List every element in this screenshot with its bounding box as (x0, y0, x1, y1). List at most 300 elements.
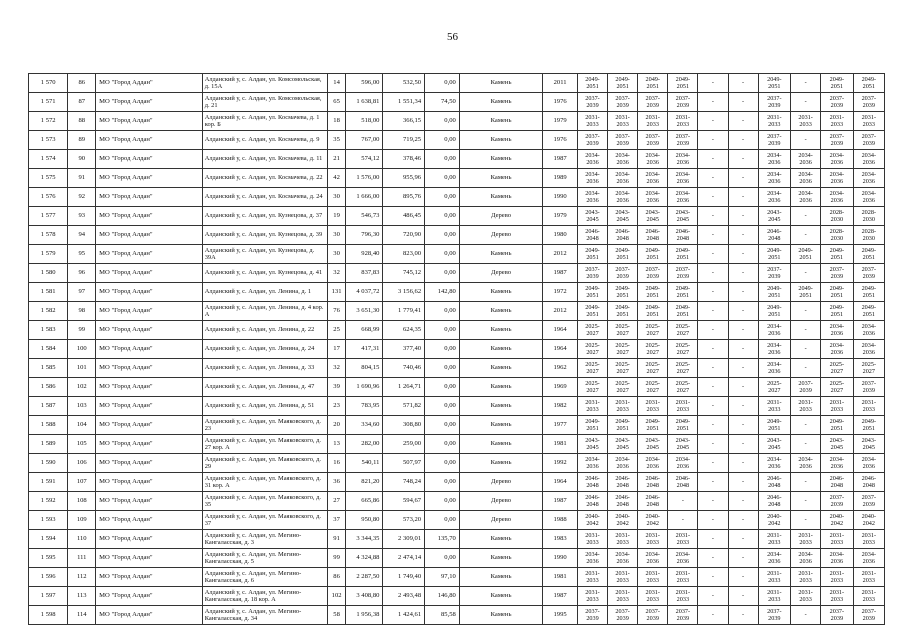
period-cell: 2031- 2033 (853, 397, 884, 416)
wall-material-cell: Камень (459, 587, 542, 606)
period-cell: 2049- 2051 (758, 416, 790, 435)
area-living-cell: 2 474,14 (383, 549, 425, 568)
wall-material-cell: Дерево (459, 207, 542, 226)
period-cell: 2049- 2051 (853, 245, 884, 264)
build-year-cell: 1990 (543, 549, 578, 568)
area-living-cell: 259,00 (383, 435, 425, 454)
count-a-cell: 16 (327, 454, 346, 473)
address-cell: Алданский у, с. Алдан, ул. Космачева, д. 1 кор. Б (202, 112, 327, 131)
period-cell: 2034- 2036 (821, 169, 853, 188)
area-other-cell: 74,50 (425, 93, 460, 112)
period-cell: 2043- 2045 (638, 435, 668, 454)
period-cell: 2037- 2039 (577, 131, 607, 150)
wall-material-cell: Камень (459, 340, 542, 359)
area-living-cell: 366,15 (383, 112, 425, 131)
period-cell: - (698, 112, 728, 131)
period-cell: 2031- 2033 (638, 112, 668, 131)
period-cell: 2046- 2048 (608, 492, 638, 511)
period-cell: 2037- 2039 (668, 131, 698, 150)
area-total-cell: 3 344,35 (346, 530, 383, 549)
period-cell: 2037- 2039 (608, 606, 638, 625)
build-year-cell: 1992 (543, 454, 578, 473)
area-other-cell: 0,00 (425, 378, 460, 397)
period-cell: 2034- 2036 (638, 169, 668, 188)
period-cell: 2037- 2039 (758, 131, 790, 150)
table-row (29, 302, 885, 321)
period-cell: - (728, 264, 758, 283)
row-number-cell: 1 581 (29, 283, 68, 302)
period-cell: 2031- 2033 (791, 397, 821, 416)
row-index-cell: 98 (68, 302, 96, 321)
period-cell: 2034- 2036 (638, 150, 668, 169)
build-year-cell: 1988 (543, 511, 578, 530)
wall-material-cell: Камень (459, 454, 542, 473)
count-a-cell: 18 (327, 112, 346, 131)
period-cell: 2034- 2036 (821, 340, 853, 359)
period-cell: 2025- 2027 (638, 321, 668, 340)
period-cell: - (698, 169, 728, 188)
period-cell: - (791, 93, 821, 112)
area-total-cell: 837,83 (346, 264, 383, 283)
address-cell: Алданский у, с. Алдан, ул. Космачева, д. 24 (202, 188, 327, 207)
period-cell: 2037- 2039 (608, 93, 638, 112)
area-total-cell: 783,95 (346, 397, 383, 416)
table-row (29, 245, 885, 264)
row-number-cell: 1 587 (29, 397, 68, 416)
build-year-cell: 1972 (543, 283, 578, 302)
period-cell: 2025- 2027 (577, 378, 607, 397)
period-cell: - (728, 93, 758, 112)
area-other-cell: 0,00 (425, 340, 460, 359)
municipality-cell: МО "Город Аддан" (96, 74, 203, 93)
address-cell: Алданский у, с. Алдан, ул. Ленина, д. 1 (202, 283, 327, 302)
period-cell: - (728, 150, 758, 169)
row-index-cell: 103 (68, 397, 96, 416)
period-cell: 2031- 2033 (608, 568, 638, 587)
address-cell: Алданский у, с. Алдан, ул. Кузнецова, д. 39А (202, 245, 327, 264)
period-cell: - (698, 568, 728, 587)
period-cell: 2037- 2039 (577, 606, 607, 625)
area-total-cell: 950,80 (346, 511, 383, 530)
count-a-cell: 14 (327, 74, 346, 93)
period-cell: - (698, 511, 728, 530)
area-other-cell: 0,00 (425, 131, 460, 150)
period-cell: 2046- 2048 (668, 226, 698, 245)
area-other-cell: 0,00 (425, 321, 460, 340)
period-cell: 2043- 2045 (638, 207, 668, 226)
period-cell: - (791, 416, 821, 435)
period-cell: 2037- 2039 (853, 264, 884, 283)
row-number-cell: 1 593 (29, 511, 68, 530)
period-cell: 2025- 2027 (638, 359, 668, 378)
area-total-cell: 3 651,30 (346, 302, 383, 321)
area-other-cell: 0,00 (425, 150, 460, 169)
build-year-cell: 1964 (543, 473, 578, 492)
municipality-cell: МО "Город Алдан" (96, 435, 203, 454)
period-cell: - (698, 359, 728, 378)
period-cell: - (728, 606, 758, 625)
municipality-cell: МО "Город Алдан" (96, 302, 203, 321)
address-cell: Алданский у, с. Алдан, ул. Маяковского, д. 31 кор. А (202, 473, 327, 492)
period-cell: 2025- 2027 (638, 340, 668, 359)
row-index-cell: 104 (68, 416, 96, 435)
row-number-cell: 1 577 (29, 207, 68, 226)
area-total-cell: 540,11 (346, 454, 383, 473)
period-cell: - (698, 492, 728, 511)
row-number-cell: 1 586 (29, 378, 68, 397)
area-other-cell: 146,80 (425, 587, 460, 606)
period-cell: 2049- 2051 (608, 74, 638, 93)
table-row (29, 378, 885, 397)
period-cell: 2025- 2027 (577, 321, 607, 340)
build-year-cell: 1981 (543, 435, 578, 454)
period-cell: 2049- 2051 (577, 416, 607, 435)
period-cell: - (791, 131, 821, 150)
period-cell: - (791, 207, 821, 226)
build-year-cell: 1981 (543, 568, 578, 587)
period-cell: 2025- 2027 (577, 359, 607, 378)
period-cell: 2031- 2033 (638, 397, 668, 416)
period-cell: 2031- 2033 (668, 397, 698, 416)
count-a-cell: 65 (327, 93, 346, 112)
period-cell: 2025- 2027 (608, 359, 638, 378)
period-cell: 2043- 2045 (577, 207, 607, 226)
address-cell: Алданский у, с. Алдан, ул. Мегино-Кангаласская, д. 3 (202, 530, 327, 549)
period-cell: 2034- 2036 (821, 454, 853, 473)
period-cell: 2034- 2036 (608, 188, 638, 207)
period-cell: 2031- 2033 (758, 112, 790, 131)
period-cell: 2031- 2033 (577, 587, 607, 606)
row-number-cell: 1 588 (29, 416, 68, 435)
period-cell: 2049- 2051 (821, 302, 853, 321)
area-living-cell: 571,82 (383, 397, 425, 416)
period-cell: - (791, 473, 821, 492)
period-cell: 2049- 2051 (791, 283, 821, 302)
municipality-cell: МО "Город Алдан" (96, 131, 203, 150)
area-other-cell: 0,00 (425, 207, 460, 226)
period-cell: 2037- 2039 (853, 606, 884, 625)
period-cell: 2034- 2036 (758, 340, 790, 359)
period-cell: - (698, 473, 728, 492)
period-cell: 2049- 2051 (668, 245, 698, 264)
period-cell: - (728, 226, 758, 245)
table-row (29, 568, 885, 587)
period-cell: 2025- 2027 (821, 359, 853, 378)
area-total-cell: 334,60 (346, 416, 383, 435)
build-year-cell: 1969 (543, 378, 578, 397)
row-number-cell: 1 597 (29, 587, 68, 606)
table-row (29, 226, 885, 245)
build-year-cell: 1976 (543, 131, 578, 150)
area-other-cell: 85,58 (425, 606, 460, 625)
period-cell: 2040- 2042 (758, 511, 790, 530)
build-year-cell: 1987 (543, 492, 578, 511)
period-cell: 2049- 2051 (638, 302, 668, 321)
period-cell: 2037- 2039 (821, 492, 853, 511)
area-other-cell: 0,00 (425, 359, 460, 378)
area-living-cell: 3 156,62 (383, 283, 425, 302)
area-other-cell: 0,00 (425, 302, 460, 321)
area-living-cell: 955,96 (383, 169, 425, 188)
period-cell: 2049- 2051 (608, 302, 638, 321)
count-a-cell: 76 (327, 302, 346, 321)
count-a-cell: 102 (327, 587, 346, 606)
period-cell: - (791, 226, 821, 245)
row-index-cell: 95 (68, 245, 96, 264)
row-index-cell: 87 (68, 93, 96, 112)
address-cell: Алданский у, с. Алдан, ул. Космачева, д. 11 (202, 150, 327, 169)
area-total-cell: 3 408,80 (346, 587, 383, 606)
area-total-cell: 1 576,00 (346, 169, 383, 188)
period-cell: 2049- 2051 (853, 74, 884, 93)
period-cell: 2034- 2036 (758, 549, 790, 568)
row-number-cell: 1 584 (29, 340, 68, 359)
period-cell: 2028- 2030 (821, 226, 853, 245)
area-other-cell: 0,00 (425, 74, 460, 93)
municipality-cell: МО "Город Алдан" (96, 283, 203, 302)
table-row (29, 321, 885, 340)
period-cell: 2037- 2039 (853, 93, 884, 112)
wall-material-cell: Дерево (459, 511, 542, 530)
area-other-cell: 0,00 (425, 511, 460, 530)
count-a-cell: 27 (327, 492, 346, 511)
build-year-cell: 1987 (543, 264, 578, 283)
wall-material-cell: Камень (459, 416, 542, 435)
period-cell: 2034- 2036 (821, 150, 853, 169)
period-cell: 2025- 2027 (668, 378, 698, 397)
period-cell: 2031- 2033 (821, 112, 853, 131)
row-number-cell: 1 572 (29, 112, 68, 131)
row-index-cell: 101 (68, 359, 96, 378)
period-cell: 2031- 2033 (608, 397, 638, 416)
table-row (29, 74, 885, 93)
period-cell: 2034- 2036 (668, 169, 698, 188)
period-cell: - (698, 378, 728, 397)
period-cell: 2037- 2039 (853, 378, 884, 397)
row-index-cell: 100 (68, 340, 96, 359)
table-row (29, 416, 885, 435)
row-number-cell: 1 574 (29, 150, 68, 169)
build-year-cell: 1982 (543, 397, 578, 416)
period-cell: 2031- 2033 (853, 112, 884, 131)
period-cell: - (791, 74, 821, 93)
municipality-cell: МО "Город Алдан" (96, 340, 203, 359)
period-cell: 2034- 2036 (758, 169, 790, 188)
area-other-cell: 0,00 (425, 397, 460, 416)
period-cell: 2037- 2039 (668, 606, 698, 625)
count-a-cell: 32 (327, 264, 346, 283)
area-living-cell: 745,12 (383, 264, 425, 283)
municipality-cell: МО "Город Алдан" (96, 378, 203, 397)
period-cell: - (791, 435, 821, 454)
period-cell: 2031- 2033 (821, 587, 853, 606)
period-cell: 2037- 2039 (638, 606, 668, 625)
period-cell: 2025- 2027 (608, 321, 638, 340)
row-number-cell: 1 583 (29, 321, 68, 340)
period-cell: 2025- 2027 (668, 321, 698, 340)
period-cell: 2034- 2036 (821, 188, 853, 207)
wall-material-cell: Камень (459, 606, 542, 625)
period-cell: 2043- 2045 (577, 435, 607, 454)
period-cell: - (791, 302, 821, 321)
row-number-cell: 1 591 (29, 473, 68, 492)
address-cell: Алданский у, с. Алдан, ул. Кузнецова, д. 41 (202, 264, 327, 283)
wall-material-cell: Камень (459, 112, 542, 131)
period-cell: 2025- 2027 (608, 378, 638, 397)
period-cell: - (698, 131, 728, 150)
row-index-cell: 109 (68, 511, 96, 530)
period-cell: 2034- 2036 (758, 359, 790, 378)
area-living-cell: 2 493,48 (383, 587, 425, 606)
period-cell: 2034- 2036 (668, 549, 698, 568)
period-cell: 2049- 2051 (668, 283, 698, 302)
period-cell: 2049- 2051 (577, 74, 607, 93)
row-index-cell: 89 (68, 131, 96, 150)
period-cell: - (698, 340, 728, 359)
period-cell: 2034- 2036 (853, 188, 884, 207)
count-a-cell: 23 (327, 397, 346, 416)
municipality-cell: МО "Город Алдан" (96, 606, 203, 625)
period-cell: 2025- 2027 (638, 378, 668, 397)
count-a-cell: 20 (327, 416, 346, 435)
wall-material-cell: Камень (459, 359, 542, 378)
page-number: 56 (447, 31, 458, 43)
period-cell: - (698, 283, 728, 302)
period-cell: 2031- 2033 (638, 568, 668, 587)
area-living-cell: 895,76 (383, 188, 425, 207)
build-year-cell: 1979 (543, 207, 578, 226)
period-cell: 2034- 2036 (853, 321, 884, 340)
area-total-cell: 4 037,72 (346, 283, 383, 302)
address-cell: Алданский у, с. Алдан, ул. Космачева, д. 9 (202, 131, 327, 150)
municipality-cell: МО "Город Алдан" (96, 188, 203, 207)
period-cell: 2034- 2036 (608, 454, 638, 473)
period-cell: 2031- 2033 (638, 587, 668, 606)
period-cell: 2037- 2039 (577, 93, 607, 112)
table-body (29, 74, 885, 625)
period-cell: 2037- 2039 (668, 264, 698, 283)
period-cell: 2031- 2033 (668, 112, 698, 131)
municipality-cell: МО "Город Алдан" (96, 416, 203, 435)
period-cell: 2043- 2045 (758, 435, 790, 454)
period-cell: 2034- 2036 (853, 340, 884, 359)
row-number-cell: 1 594 (29, 530, 68, 549)
municipality-cell: МО "Город Алдан" (96, 207, 203, 226)
row-index-cell: 93 (68, 207, 96, 226)
period-cell: 2046- 2048 (821, 473, 853, 492)
period-cell: 2034- 2036 (791, 549, 821, 568)
table-row (29, 150, 885, 169)
period-cell: 2028- 2030 (821, 207, 853, 226)
area-living-cell: 823,00 (383, 245, 425, 264)
row-index-cell: 108 (68, 492, 96, 511)
period-cell: 2037- 2039 (638, 93, 668, 112)
area-living-cell: 308,80 (383, 416, 425, 435)
build-year-cell: 1980 (543, 226, 578, 245)
area-living-cell: 507,97 (383, 454, 425, 473)
period-cell: 2049- 2051 (668, 74, 698, 93)
period-cell: 2034- 2036 (821, 321, 853, 340)
row-index-cell: 102 (68, 378, 96, 397)
row-index-cell: 114 (68, 606, 96, 625)
period-cell: 2034- 2036 (577, 169, 607, 188)
build-year-cell: 1987 (543, 587, 578, 606)
period-cell: 2034- 2036 (853, 150, 884, 169)
period-cell: - (728, 454, 758, 473)
period-cell: - (791, 321, 821, 340)
area-total-cell: 1 666,00 (346, 188, 383, 207)
address-cell: Алданский у, с. Алдан, ул. Маяковского, д. 23 (202, 416, 327, 435)
period-cell: 2034- 2036 (668, 188, 698, 207)
area-other-cell: 0,00 (425, 492, 460, 511)
period-cell: 2028- 2030 (853, 226, 884, 245)
period-cell: 2034- 2036 (668, 454, 698, 473)
period-cell: 2049- 2051 (821, 74, 853, 93)
table-row (29, 131, 885, 150)
period-cell: 2049- 2051 (758, 283, 790, 302)
period-cell: 2040- 2042 (853, 511, 884, 530)
period-cell: 2043- 2045 (668, 207, 698, 226)
build-year-cell: 1964 (543, 340, 578, 359)
row-number-cell: 1 589 (29, 435, 68, 454)
build-year-cell: 1964 (543, 321, 578, 340)
row-number-cell: 1 571 (29, 93, 68, 112)
row-number-cell: 1 590 (29, 454, 68, 473)
period-cell: 2046- 2048 (638, 226, 668, 245)
area-other-cell: 97,10 (425, 568, 460, 587)
row-number-cell: 1 582 (29, 302, 68, 321)
area-other-cell: 0,00 (425, 416, 460, 435)
build-year-cell: 1983 (543, 530, 578, 549)
area-living-cell: 740,46 (383, 359, 425, 378)
period-cell: 2031- 2033 (758, 397, 790, 416)
wall-material-cell: Камень (459, 378, 542, 397)
period-cell: - (698, 321, 728, 340)
wall-material-cell: Дерево (459, 226, 542, 245)
period-cell: - (728, 321, 758, 340)
period-cell: 2049- 2051 (668, 302, 698, 321)
period-cell: - (698, 416, 728, 435)
municipality-cell: МО "Город Алдан" (96, 454, 203, 473)
period-cell: - (728, 587, 758, 606)
period-cell: 2049- 2051 (608, 416, 638, 435)
table-row (29, 283, 885, 302)
period-cell: 2049- 2051 (577, 283, 607, 302)
count-a-cell: 131 (327, 283, 346, 302)
period-cell: 2025- 2027 (821, 378, 853, 397)
address-cell: Алданский у, с. Алдан, ул. Ленина, д. 33 (202, 359, 327, 378)
period-cell: 2049- 2051 (758, 302, 790, 321)
build-year-cell: 2012 (543, 245, 578, 264)
period-cell: 2031- 2033 (758, 530, 790, 549)
period-cell: - (698, 150, 728, 169)
address-cell: Алданский у, с. Алдан, ул. Мегино-Кангаласская, д. 6 (202, 568, 327, 587)
address-cell: Алданский у, с. Алдан, ул. Маяковского, д. 35 (202, 492, 327, 511)
wall-material-cell: Камень (459, 93, 542, 112)
row-number-cell: 1 579 (29, 245, 68, 264)
wall-material-cell: Дерево (459, 473, 542, 492)
period-cell: - (698, 435, 728, 454)
period-cell: 2034- 2036 (608, 150, 638, 169)
period-cell: 2034- 2036 (758, 321, 790, 340)
period-cell: 2031- 2033 (577, 568, 607, 587)
municipality-cell: МО "Город Алдан" (96, 93, 203, 112)
municipality-cell: МО "Город Алдан" (96, 587, 203, 606)
row-index-cell: 111 (68, 549, 96, 568)
area-other-cell: 0,00 (425, 435, 460, 454)
area-living-cell: 719,25 (383, 131, 425, 150)
area-living-cell: 720,90 (383, 226, 425, 245)
